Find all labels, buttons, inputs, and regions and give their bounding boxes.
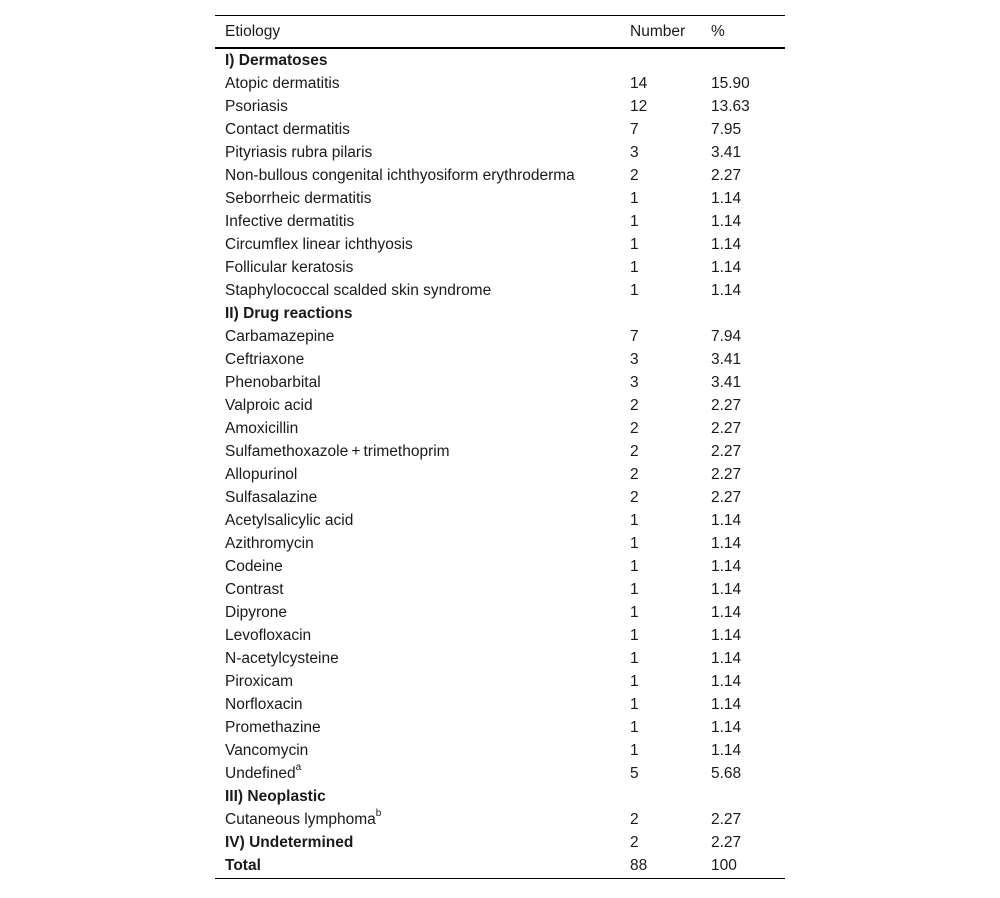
etiology-label: Levofloxacin [225, 626, 312, 644]
etiology-label: Contrast [225, 580, 284, 598]
etiology-label: Total [225, 857, 261, 874]
table-row [215, 348, 785, 371]
etiology-label: Codeine [225, 557, 283, 575]
section-row [215, 785, 785, 808]
table-row [215, 440, 785, 463]
cell-percent: 2.27 [711, 488, 742, 506]
cell-number: 2 [630, 396, 639, 414]
table-row [215, 256, 785, 279]
cell-etiology [215, 394, 620, 417]
cell-number [620, 302, 701, 325]
cell-etiology [215, 486, 620, 509]
etiology-label: Phenobarbital [225, 373, 321, 391]
cell-etiology [215, 302, 620, 325]
cell-etiology [215, 647, 620, 670]
etiology-label: Azithromycin [225, 534, 314, 552]
cell-etiology [215, 808, 620, 831]
etiology-label: Follicular keratosis [225, 258, 354, 276]
cell-percent: 15.90 [711, 74, 750, 92]
cell-number: 1 [630, 212, 639, 230]
cell-etiology [215, 785, 620, 808]
table-row [215, 141, 785, 164]
etiology-label: Contact dermatitis [225, 120, 350, 138]
table-row [215, 739, 785, 762]
etiology-label: Norfloxacin [225, 695, 303, 713]
cell-etiology [215, 716, 620, 739]
etiology-label: Atopic dermatitis [225, 74, 340, 92]
header-number: Number [630, 22, 686, 40]
header-row [215, 16, 785, 49]
table-row [215, 808, 785, 831]
table-row [215, 670, 785, 693]
cell-number: 3 [630, 143, 639, 161]
etiology-label: N-acetylcysteine [225, 649, 339, 667]
cell-etiology [215, 279, 620, 302]
footnote-marker: a [295, 762, 302, 774]
table-row [215, 118, 785, 141]
cell-percent: 5.68 [711, 764, 742, 782]
etiology-label: Promethazine [225, 718, 321, 736]
table-row [215, 762, 785, 785]
etiology-label: Acetylsalicylic acid [225, 511, 354, 529]
cell-etiology [215, 854, 620, 879]
table-row [215, 601, 785, 624]
header-percent: % [711, 22, 725, 40]
table-header [215, 16, 785, 49]
cell-etiology [215, 325, 620, 348]
cell-percent: 2.27 [711, 419, 742, 437]
footnote-marker: b [375, 808, 382, 820]
etiology-table-container [215, 15, 785, 879]
cell-number: 7 [630, 120, 639, 138]
etiology-table [215, 15, 785, 879]
cell-number: 1 [630, 235, 639, 253]
etiology-label: Piroxicam [225, 672, 294, 690]
cell-percent: 3.41 [711, 350, 742, 368]
cell-etiology [215, 555, 620, 578]
cell-etiology [215, 118, 620, 141]
cell-percent: 2.27 [711, 810, 742, 828]
cell-number [620, 785, 701, 808]
table-row [215, 578, 785, 601]
cell-etiology [215, 141, 620, 164]
cell-number: 1 [630, 557, 639, 575]
table-row [215, 279, 785, 302]
etiology-label: Staphylococcal scalded skin syndrome [225, 281, 492, 299]
etiology-label: Non-bullous congenital ichthyosiform erythroderma [225, 166, 575, 184]
etiology-label: Undefined [225, 764, 296, 782]
cell-etiology [215, 417, 620, 440]
etiology-label: Infective dermatitis [225, 212, 355, 230]
etiology-label: Vancomycin [225, 741, 309, 759]
etiology-label: Ceftriaxone [225, 350, 305, 368]
cell-etiology [215, 187, 620, 210]
cell-number: 14 [630, 74, 648, 92]
etiology-label: Seborrheic dermatitis [225, 189, 372, 207]
cell-percent: 1.14 [711, 603, 742, 621]
cell-number: 1 [630, 718, 639, 736]
table-row [215, 371, 785, 394]
table-row [215, 716, 785, 739]
table-row [215, 693, 785, 716]
cell-percent: 1.14 [711, 258, 742, 276]
cell-number: 2 [630, 488, 639, 506]
cell-percent: 1.14 [711, 212, 742, 230]
cell-number: 1 [630, 281, 639, 299]
table-row [215, 555, 785, 578]
cell-percent: 1.14 [711, 235, 742, 253]
cell-number: 1 [630, 741, 639, 759]
table-row [215, 486, 785, 509]
cell-etiology [215, 233, 620, 256]
cell-number: 1 [630, 695, 639, 713]
cell-number: 2 [630, 810, 639, 828]
etiology-label: III) Neoplastic [225, 787, 326, 805]
table-row [215, 624, 785, 647]
cell-number [620, 48, 701, 72]
table-row [215, 463, 785, 486]
cell-etiology [215, 739, 620, 762]
cell-percent: 1.14 [711, 281, 742, 299]
cell-percent: 1.14 [711, 534, 742, 552]
cell-percent: 1.14 [711, 695, 742, 713]
cell-etiology [215, 831, 620, 854]
cell-percent: 2.27 [711, 442, 742, 460]
cell-percent: 3.41 [711, 373, 742, 391]
cell-percent: 1.14 [711, 718, 742, 736]
cell-percent [701, 785, 785, 808]
cell-percent: 1.14 [711, 557, 742, 575]
table-row [215, 831, 785, 854]
cell-etiology [215, 463, 620, 486]
cell-number: 2 [630, 166, 639, 184]
table-row [215, 233, 785, 256]
cell-percent: 2.27 [711, 166, 742, 184]
cell-percent: 1.14 [711, 741, 742, 759]
table-row [215, 647, 785, 670]
table-row [215, 72, 785, 95]
cell-percent: 2.27 [711, 396, 742, 414]
table-row [215, 417, 785, 440]
cell-number: 3 [630, 350, 639, 368]
cell-percent: 13.63 [711, 97, 750, 115]
etiology-label: Pityriasis rubra pilaris [225, 143, 373, 161]
etiology-label: II) Drug reactions [225, 304, 353, 322]
cell-etiology [215, 762, 620, 785]
cell-etiology [215, 578, 620, 601]
cell-number: 2 [630, 833, 639, 851]
cell-etiology [215, 693, 620, 716]
table-row [215, 210, 785, 233]
cell-number: 1 [630, 534, 639, 552]
etiology-label: Circumflex linear ichthyosis [225, 235, 413, 253]
table-row [215, 532, 785, 555]
etiology-label: I) Dermatoses [225, 51, 328, 69]
cell-percent [701, 48, 785, 72]
etiology-label: Amoxicillin [225, 419, 299, 437]
cell-number: 2 [630, 442, 639, 460]
cell-percent: 1.14 [711, 626, 742, 644]
cell-percent: 1.14 [711, 649, 742, 667]
table-row [215, 394, 785, 417]
cell-etiology [215, 164, 620, 187]
etiology-label: Psoriasis [225, 97, 288, 115]
cell-etiology [215, 670, 620, 693]
cell-etiology [215, 440, 620, 463]
etiology-label: Dipyrone [225, 603, 288, 621]
cell-percent: 7.95 [711, 120, 742, 138]
cell-percent: 2.27 [711, 465, 742, 483]
cell-percent: 1.14 [711, 672, 742, 690]
table-row [215, 854, 785, 879]
cell-percent: 7.94 [711, 327, 742, 345]
cell-etiology [215, 532, 620, 555]
cell-percent: 3.41 [711, 143, 742, 161]
header-etiology: Etiology [225, 22, 281, 40]
table-row [215, 509, 785, 532]
cell-etiology [215, 72, 620, 95]
cell-etiology [215, 48, 620, 72]
cell-number: 1 [630, 626, 639, 644]
cell-number: 88 [630, 857, 648, 874]
cell-number: 1 [630, 258, 639, 276]
cell-number: 1 [630, 672, 639, 690]
table-row [215, 95, 785, 118]
cell-number: 1 [630, 580, 639, 598]
table-row [215, 187, 785, 210]
section-row [215, 302, 785, 325]
etiology-label: Carbamazepine [225, 327, 335, 345]
cell-number: 7 [630, 327, 639, 345]
cell-etiology [215, 624, 620, 647]
cell-etiology [215, 210, 620, 233]
cell-number: 1 [630, 511, 639, 529]
etiology-label: Allopurinol [225, 465, 298, 483]
section-row [215, 48, 785, 72]
etiology-label: Valproic acid [225, 396, 313, 414]
cell-number: 1 [630, 603, 639, 621]
cell-number: 3 [630, 373, 639, 391]
cell-etiology [215, 371, 620, 394]
cell-number: 5 [630, 764, 639, 782]
cell-percent: 1.14 [711, 580, 742, 598]
cell-etiology [215, 348, 620, 371]
cell-percent [701, 302, 785, 325]
cell-number: 2 [630, 465, 639, 483]
cell-number: 1 [630, 649, 639, 667]
cell-number: 1 [630, 189, 639, 207]
cell-etiology [215, 256, 620, 279]
cell-etiology [215, 601, 620, 624]
table-row [215, 325, 785, 348]
cell-etiology [215, 95, 620, 118]
cell-percent: 1.14 [711, 511, 742, 529]
cell-number: 12 [630, 97, 648, 115]
cell-percent: 2.27 [711, 833, 742, 851]
cell-etiology [215, 509, 620, 532]
etiology-label: Sulfamethoxazole + trimethoprim [225, 442, 450, 460]
cell-number: 2 [630, 419, 639, 437]
cell-percent: 1.14 [711, 189, 742, 207]
etiology-label: Sulfasalazine [225, 488, 318, 506]
table-body [215, 48, 785, 879]
etiology-label: IV) Undetermined [225, 833, 354, 851]
table-row [215, 164, 785, 187]
cell-percent: 100 [711, 857, 737, 874]
etiology-label: Cutaneous lymphoma [225, 810, 376, 828]
